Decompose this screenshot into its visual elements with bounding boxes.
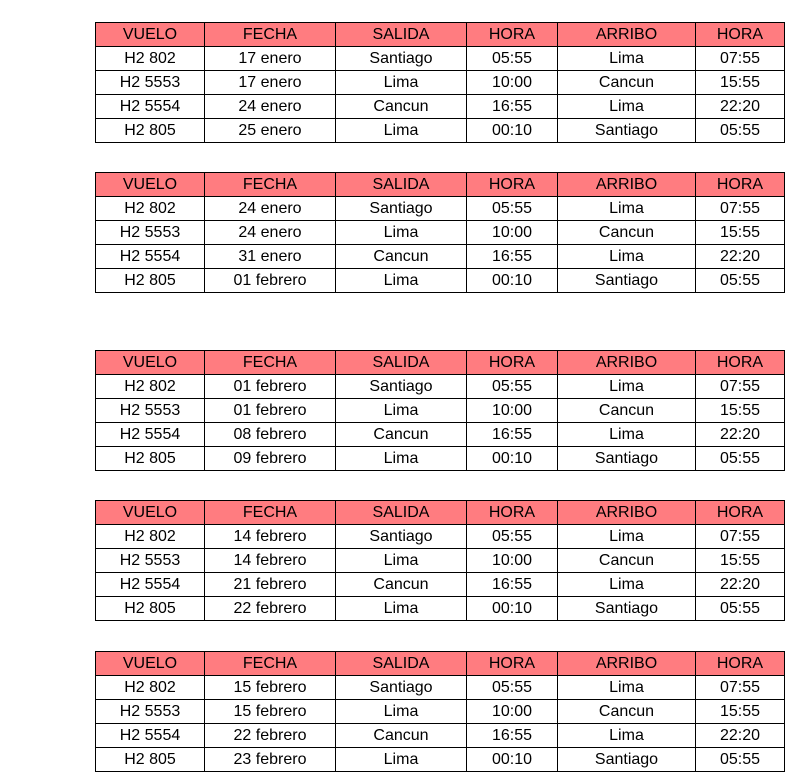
table-cell: H2 5553	[96, 700, 205, 724]
table-cell: 15:55	[696, 221, 785, 245]
table-cell: H2 802	[96, 375, 205, 399]
flight-table-2	[95, 172, 785, 293]
table-cell: 15:55	[696, 549, 785, 573]
column-header: ARRIBO	[558, 23, 696, 47]
table-cell: Lima	[336, 447, 467, 471]
table-cell: Lima	[558, 423, 696, 447]
table-row	[96, 269, 785, 293]
table-cell: Cancun	[336, 245, 467, 269]
table-cell: 05:55	[696, 748, 785, 772]
table-cell: 10:00	[467, 399, 558, 423]
column-header: SALIDA	[336, 501, 467, 525]
table-cell: H2 5554	[96, 245, 205, 269]
table-cell: 05:55	[467, 47, 558, 71]
table-cell: Santiago	[558, 748, 696, 772]
flight-table-3	[95, 350, 785, 471]
column-header: ARRIBO	[558, 173, 696, 197]
table-cell: 10:00	[467, 549, 558, 573]
table-cell: 05:55	[696, 119, 785, 143]
table-cell: 00:10	[467, 447, 558, 471]
table-cell: H2 5554	[96, 724, 205, 748]
table-cell: 07:55	[696, 375, 785, 399]
table-header-row	[96, 652, 785, 676]
table-cell: Santiago	[336, 197, 467, 221]
column-header: HORA	[467, 23, 558, 47]
table-cell: H2 5553	[96, 71, 205, 95]
table-cell: 16:55	[467, 573, 558, 597]
table-cell: H2 5554	[96, 573, 205, 597]
table-cell: 01 febrero	[205, 399, 336, 423]
table-cell: 16:55	[467, 245, 558, 269]
table-cell: 05:55	[467, 375, 558, 399]
table-cell: 14 febrero	[205, 525, 336, 549]
table-cell: Lima	[558, 95, 696, 119]
table-row	[96, 47, 785, 71]
column-header: ARRIBO	[558, 501, 696, 525]
table-cell: Lima	[336, 269, 467, 293]
table-cell: Lima	[558, 724, 696, 748]
table-cell: Cancun	[336, 423, 467, 447]
table-cell: Cancun	[336, 724, 467, 748]
table-cell: 21 febrero	[205, 573, 336, 597]
table-cell: 08 febrero	[205, 423, 336, 447]
table-cell: 07:55	[696, 197, 785, 221]
table-cell: 07:55	[696, 525, 785, 549]
column-header: VUELO	[96, 501, 205, 525]
column-header: VUELO	[96, 173, 205, 197]
table-cell: Cancun	[558, 399, 696, 423]
table-cell: H2 805	[96, 597, 205, 621]
table-cell: H2 5554	[96, 95, 205, 119]
table-row	[96, 447, 785, 471]
table-cell: H2 5553	[96, 221, 205, 245]
column-header: FECHA	[205, 501, 336, 525]
flight-table-5	[95, 651, 785, 772]
table-cell: 17 enero	[205, 71, 336, 95]
column-header: ARRIBO	[558, 351, 696, 375]
table-cell: Santiago	[336, 47, 467, 71]
table-cell: Santiago	[558, 269, 696, 293]
table-cell: 31 enero	[205, 245, 336, 269]
table-cell: Lima	[336, 748, 467, 772]
flight-table-1	[95, 22, 785, 143]
column-header: HORA	[467, 652, 558, 676]
table-cell: Lima	[336, 399, 467, 423]
table-cell: Cancun	[558, 71, 696, 95]
table-cell: Cancun	[558, 700, 696, 724]
table-row	[96, 597, 785, 621]
table-cell: H2 5553	[96, 399, 205, 423]
table-header-row	[96, 351, 785, 375]
table-cell: Lima	[558, 197, 696, 221]
table-cell: 17 enero	[205, 47, 336, 71]
table-cell: Santiago	[336, 525, 467, 549]
table-cell: 16:55	[467, 95, 558, 119]
column-header: SALIDA	[336, 652, 467, 676]
table-cell: 24 enero	[205, 197, 336, 221]
table-cell: Lima	[558, 525, 696, 549]
table-cell: 22:20	[696, 724, 785, 748]
table-row	[96, 71, 785, 95]
table-cell: Lima	[558, 573, 696, 597]
table-cell: 22 febrero	[205, 597, 336, 621]
table-cell: 00:10	[467, 748, 558, 772]
table-cell: Lima	[558, 245, 696, 269]
column-header: FECHA	[205, 23, 336, 47]
table-cell: Cancun	[336, 95, 467, 119]
table-cell: H2 5553	[96, 549, 205, 573]
table-row	[96, 423, 785, 447]
table-cell: Santiago	[558, 119, 696, 143]
table-cell: 05:55	[467, 197, 558, 221]
table-row	[96, 525, 785, 549]
table-cell: 01 febrero	[205, 269, 336, 293]
table-cell: 22:20	[696, 423, 785, 447]
column-header: VUELO	[96, 351, 205, 375]
table-cell: 05:55	[467, 525, 558, 549]
column-header: FECHA	[205, 351, 336, 375]
table-header-row	[96, 173, 785, 197]
column-header: VUELO	[96, 652, 205, 676]
table-cell: H2 5554	[96, 423, 205, 447]
table-row	[96, 549, 785, 573]
table-row	[96, 724, 785, 748]
column-header: HORA	[696, 23, 785, 47]
table-cell: Lima	[558, 676, 696, 700]
table-cell: 22:20	[696, 245, 785, 269]
table-cell: 24 enero	[205, 221, 336, 245]
table-cell: H2 805	[96, 269, 205, 293]
table-cell: 10:00	[467, 221, 558, 245]
table-cell: Cancun	[558, 549, 696, 573]
table-row	[96, 95, 785, 119]
table-cell: Lima	[336, 221, 467, 245]
table-cell: H2 802	[96, 47, 205, 71]
table-cell: 25 enero	[205, 119, 336, 143]
table-cell: 10:00	[467, 700, 558, 724]
table-cell: Lima	[558, 375, 696, 399]
table-row	[96, 119, 785, 143]
table-cell: 15:55	[696, 700, 785, 724]
table-cell: 00:10	[467, 269, 558, 293]
table-row	[96, 245, 785, 269]
table-cell: Santiago	[336, 676, 467, 700]
table-cell: H2 802	[96, 676, 205, 700]
table-cell: 10:00	[467, 71, 558, 95]
table-cell: Lima	[558, 47, 696, 71]
table-cell: 24 enero	[205, 95, 336, 119]
table-cell: H2 805	[96, 748, 205, 772]
table-cell: 05:55	[696, 447, 785, 471]
table-cell: 05:55	[696, 597, 785, 621]
table-cell: 05:55	[467, 676, 558, 700]
column-header: SALIDA	[336, 173, 467, 197]
table-row	[96, 197, 785, 221]
column-header: HORA	[467, 173, 558, 197]
table-cell: 01 febrero	[205, 375, 336, 399]
table-cell: 15:55	[696, 71, 785, 95]
column-header: HORA	[467, 351, 558, 375]
table-row	[96, 375, 785, 399]
table-cell: 22:20	[696, 573, 785, 597]
table-row	[96, 676, 785, 700]
table-row	[96, 700, 785, 724]
table-row	[96, 573, 785, 597]
table-cell: 15 febrero	[205, 676, 336, 700]
flight-table-4	[95, 500, 785, 621]
column-header: ARRIBO	[558, 652, 696, 676]
table-header-row	[96, 23, 785, 47]
table-cell: Lima	[336, 119, 467, 143]
table-cell: Cancun	[336, 573, 467, 597]
table-row	[96, 399, 785, 423]
column-header: VUELO	[96, 23, 205, 47]
table-cell: 22 febrero	[205, 724, 336, 748]
table-cell: Lima	[336, 597, 467, 621]
table-cell: 15:55	[696, 399, 785, 423]
column-header: HORA	[696, 173, 785, 197]
table-cell: Lima	[336, 71, 467, 95]
table-cell: H2 802	[96, 197, 205, 221]
column-header: SALIDA	[336, 23, 467, 47]
table-cell: 05:55	[696, 269, 785, 293]
column-header: FECHA	[205, 173, 336, 197]
table-header-row	[96, 501, 785, 525]
table-row	[96, 221, 785, 245]
table-cell: 22:20	[696, 95, 785, 119]
table-cell: 23 febrero	[205, 748, 336, 772]
table-cell: 16:55	[467, 724, 558, 748]
table-cell: H2 802	[96, 525, 205, 549]
table-cell: 00:10	[467, 597, 558, 621]
table-cell: Santiago	[336, 375, 467, 399]
table-cell: H2 805	[96, 119, 205, 143]
table-cell: H2 805	[96, 447, 205, 471]
table-cell: Santiago	[558, 447, 696, 471]
column-header: HORA	[696, 652, 785, 676]
table-cell: Lima	[336, 700, 467, 724]
table-cell: 09 febrero	[205, 447, 336, 471]
table-row	[96, 748, 785, 772]
table-cell: 16:55	[467, 423, 558, 447]
column-header: FECHA	[205, 652, 336, 676]
column-header: HORA	[696, 351, 785, 375]
table-cell: 15 febrero	[205, 700, 336, 724]
table-cell: Santiago	[558, 597, 696, 621]
table-cell: Cancun	[558, 221, 696, 245]
table-cell: 14 febrero	[205, 549, 336, 573]
table-cell: Lima	[336, 549, 467, 573]
table-cell: 07:55	[696, 47, 785, 71]
column-header: HORA	[696, 501, 785, 525]
column-header: SALIDA	[336, 351, 467, 375]
column-header: HORA	[467, 501, 558, 525]
table-cell: 00:10	[467, 119, 558, 143]
table-cell: 07:55	[696, 676, 785, 700]
